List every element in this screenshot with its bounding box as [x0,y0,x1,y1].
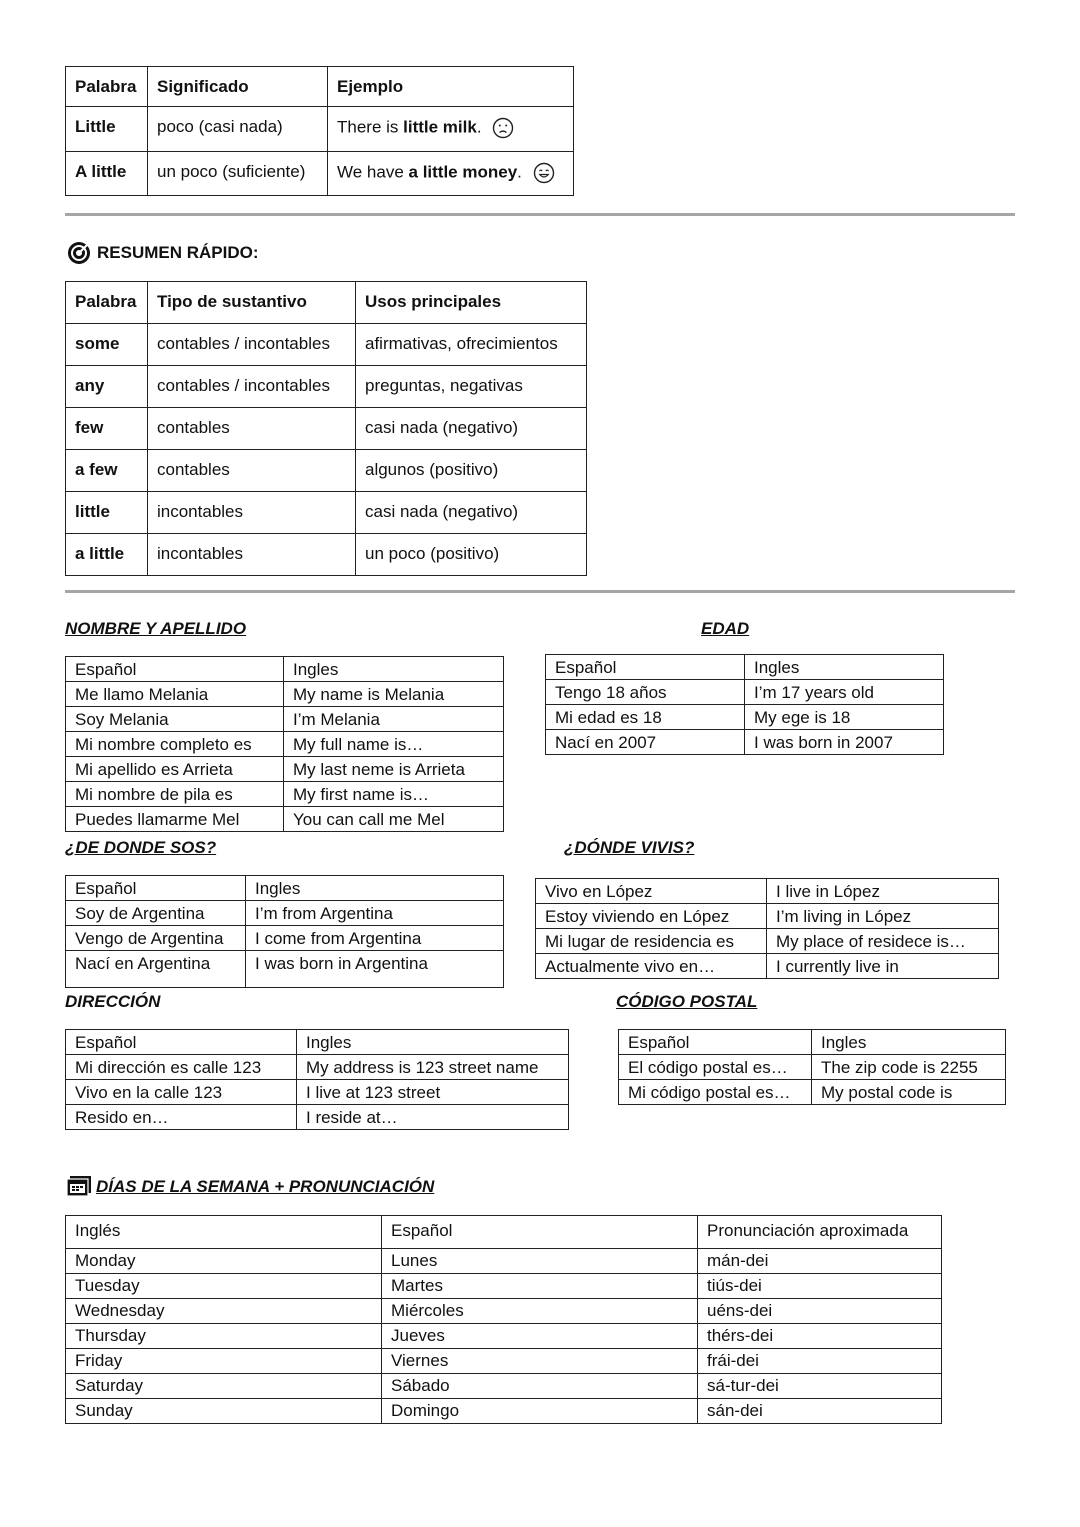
table-row [66,1349,942,1374]
table-cell: few [66,408,148,450]
table-row [546,680,944,705]
dias-table [65,1215,942,1424]
table-cell: I was born in 2007 [745,730,944,755]
table-row [66,707,504,732]
table-cell: thérs-dei [698,1324,942,1349]
table-cell: preguntas, negativas [356,366,587,408]
table-cell: I’m living in López [767,904,999,929]
table-header: Palabra [66,282,148,324]
table-cell: contables [148,450,356,492]
table-row [536,929,999,954]
table-cell: Mi apellido es Arrieta [66,757,284,782]
table-header: Palabra [66,67,148,107]
table-cell: contables [148,408,356,450]
table-row [619,1055,1006,1080]
table-row [66,408,587,450]
table-cell: Monday [66,1249,382,1274]
table-cell: Mi edad es 18 [546,705,745,730]
table-row [66,901,504,926]
table-header: Ejemplo [328,67,574,107]
table-cell: frái-dei [698,1349,942,1374]
table-cell: My postal code is [812,1080,1006,1105]
table-row [66,1249,942,1274]
table-cell: My place of residece is… [767,929,999,954]
table-cell: Martes [382,1274,698,1299]
table-row [536,904,999,929]
table-cell: sá-tur-dei [698,1374,942,1399]
table-cell: Friday [66,1349,382,1374]
table-cell: Estoy viviendo en López [536,904,767,929]
table-cell: Tuesday [66,1274,382,1299]
table-row [66,1324,942,1349]
table-header-row [66,1216,942,1249]
table-row [66,926,504,951]
table-header-row [66,282,587,324]
table-cell: I live at 123 street [297,1080,569,1105]
table-cell: Soy Melania [66,707,284,732]
table-cell: Vivo en López [536,879,767,904]
table-row [66,782,504,807]
table-cell: A little [66,152,148,196]
table-cell: Ingles [745,655,944,680]
table-row [66,492,587,534]
table-cell: Jueves [382,1324,698,1349]
table-cell: Español [66,876,246,901]
table-cell: Me llamo Melania [66,682,284,707]
table-cell: a few [66,450,148,492]
example-bold-text: a little money [408,162,518,182]
table-cell: I was born in Argentina [246,951,504,988]
section-title-codigo-postal: CÓDIGO POSTAL [616,992,758,1011]
table-cell: Ingles [812,1030,1006,1055]
section-title-donde-vivis: ¿DÓNDE VIVIS? [564,838,695,857]
table-row [66,1055,569,1080]
table-header: Usos principales [356,282,587,324]
table-cell: Viernes [382,1349,698,1374]
table-row [619,1030,1006,1055]
divider [65,590,1015,593]
nombre-table [65,656,504,832]
table-cell: I’m from Argentina [246,901,504,926]
table-header: Inglés [66,1216,382,1249]
sad-face-icon [492,117,514,139]
table-cell: Sábado [382,1374,698,1399]
example-cell [328,107,574,152]
table-cell: Ingles [284,657,504,682]
table-cell: any [66,366,148,408]
little-table [65,66,574,196]
table-cell: casi nada (negativo) [356,492,587,534]
table-cell: My name is Melania [284,682,504,707]
table-row [546,730,944,755]
table-row [66,1274,942,1299]
table-cell: You can call me Mel [284,807,504,832]
table-cell: Miércoles [382,1299,698,1324]
table-row [66,1030,569,1055]
table-cell: My full name is… [284,732,504,757]
table-row [66,657,504,682]
table-cell: I live in López [767,879,999,904]
table-cell: Puedes llamarme Mel [66,807,284,832]
table-header: Español [382,1216,698,1249]
divider [65,213,1015,216]
table-cell: Español [66,657,284,682]
table-cell: Actualmente vivo en… [536,954,767,979]
table-cell: Thursday [66,1324,382,1349]
table-cell: My last neme is Arrieta [284,757,504,782]
table-row [536,954,999,979]
table-row [66,152,574,196]
edad-table [545,654,944,755]
table-cell: a little [66,534,148,576]
table-cell: Ingles [297,1030,569,1055]
table-cell: incontables [148,492,356,534]
table-cell: Español [546,655,745,680]
table-cell: contables / incontables [148,366,356,408]
table-row [66,876,504,901]
table-row [66,1374,942,1399]
table-cell: My address is 123 street name [297,1055,569,1080]
summary-table [65,281,587,576]
table-cell: contables / incontables [148,324,356,366]
table-cell: Little [66,107,148,152]
table-row [546,655,944,680]
table-cell: Sunday [66,1399,382,1424]
table-cell: casi nada (negativo) [356,408,587,450]
table-cell: mán-dei [698,1249,942,1274]
table-cell: Ingles [246,876,504,901]
table-cell: algunos (positivo) [356,450,587,492]
target-icon [67,241,91,265]
example-cell [328,152,574,196]
table-header: Pronunciación aproximada [698,1216,942,1249]
summary-title: RESUMEN RÁPIDO: [97,243,259,262]
table-row [66,534,587,576]
table-header: Tipo de sustantivo [148,282,356,324]
codigo-postal-table [618,1029,1006,1105]
table-cell: un poco (positivo) [356,534,587,576]
table-cell: My first name is… [284,782,504,807]
table-cell: Tengo 18 años [546,680,745,705]
table-cell: Español [66,1030,297,1055]
calendar-icon [66,1175,92,1197]
table-cell: little [66,492,148,534]
table-row [66,324,587,366]
table-cell: Domingo [382,1399,698,1424]
table-cell: Nací en 2007 [546,730,745,755]
table-cell: Wednesday [66,1299,382,1324]
table-cell: I currently live in [767,954,999,979]
table-cell: Saturday [66,1374,382,1399]
example-text: There is [337,117,404,137]
table-cell: some [66,324,148,366]
table-cell: Resido en… [66,1105,297,1130]
table-row [66,1105,569,1130]
table-row [66,757,504,782]
table-cell: Lunes [382,1249,698,1274]
table-row [66,107,574,152]
example-text: . [476,117,482,137]
table-cell: I come from Argentina [246,926,504,951]
table-cell: Mi dirección es calle 123 [66,1055,297,1080]
table-cell: Mi lugar de residencia es [536,929,767,954]
section-title-nombre: NOMBRE Y APELLIDO [65,619,247,638]
section-title-dias: DÍAS DE LA SEMANA + PRONUNCIACIÓN [96,1177,435,1196]
table-cell: poco (casi nada) [148,107,328,152]
table-row [66,682,504,707]
table-row [546,705,944,730]
table-cell: Vivo en la calle 123 [66,1080,297,1105]
section-title-de-donde: ¿DE DONDE SOS? [65,838,217,857]
donde-vivis-table [535,878,999,979]
table-row [619,1080,1006,1105]
table-cell: Mi código postal es… [619,1080,812,1105]
table-cell: incontables [148,534,356,576]
example-text: We have [337,162,409,182]
table-row [66,807,504,832]
table-row [536,879,999,904]
table-row [66,1080,569,1105]
table-row [66,1299,942,1324]
de-donde-table [65,875,504,988]
table-cell: Nací en Argentina [66,951,246,988]
table-cell: Mi nombre de pila es [66,782,284,807]
table-cell: Soy de Argentina [66,901,246,926]
section-title-direccion: DIRECCIÓN [65,992,161,1011]
table-cell: uéns-dei [698,1299,942,1324]
table-row [66,732,504,757]
table-cell: Español [619,1030,812,1055]
table-cell: Mi nombre completo es [66,732,284,757]
example-text: . [517,162,522,182]
example-bold-text: little milk [403,117,477,137]
table-cell: un poco (suficiente) [148,152,328,196]
table-cell: I reside at… [297,1105,569,1130]
table-cell: I’m Melania [284,707,504,732]
table-row [66,951,504,988]
table-cell: sán-dei [698,1399,942,1424]
section-title-edad: EDAD [701,619,750,638]
table-row [66,366,587,408]
direccion-table [65,1029,569,1130]
table-cell: The zip code is 2255 [812,1055,1006,1080]
table-header: Significado [148,67,328,107]
table-cell: afirmativas, ofrecimientos [356,324,587,366]
table-cell: El código postal es… [619,1055,812,1080]
table-cell: Vengo de Argentina [66,926,246,951]
table-cell: My ege is 18 [745,705,944,730]
table-cell: I’m 17 years old [745,680,944,705]
smile-face-icon [533,162,555,184]
table-row [66,450,587,492]
table-cell: tiús-dei [698,1274,942,1299]
table-row [66,1399,942,1424]
table-header-row [66,67,574,107]
